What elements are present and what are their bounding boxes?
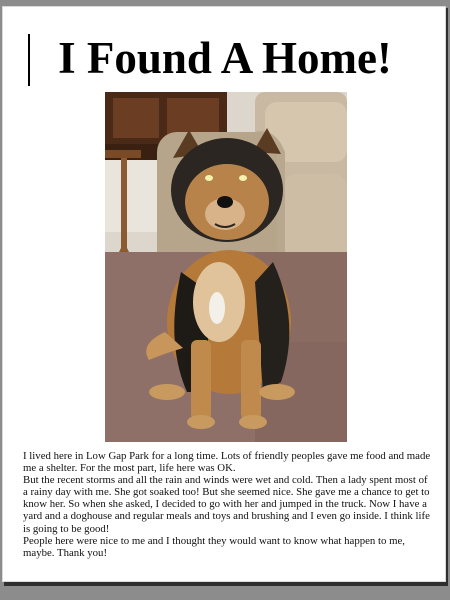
story-paragraph-1: I lived here in Low Gap Park for a long time. Lots of friendly peoples gave me food and made me a shelter. For the most part, life here was OK. <box>23 450 431 475</box>
document-page[interactable] <box>2 6 446 582</box>
story-text[interactable] <box>23 450 431 559</box>
story-paragraph-2: But the recent storms and all the rain and winds were wet and cold. Then a lady spent most of a rainy day with me. She got soaked too! But she seemed nice. She gave me a chance to get to know her. So when she asked, I decided to go with her and jumped in the truck. Now I have a yard and a doghouse and regular meals and toys and brushing and I even go inside. I think life is going to be good! <box>23 474 430 535</box>
dog-photo[interactable] <box>105 92 347 442</box>
page-title[interactable]: I Found A Home! <box>58 33 392 83</box>
story-paragraph-3: People here were nice to me and I thought they would want to know what happen to me, maybe. Thank you! <box>23 534 405 559</box>
